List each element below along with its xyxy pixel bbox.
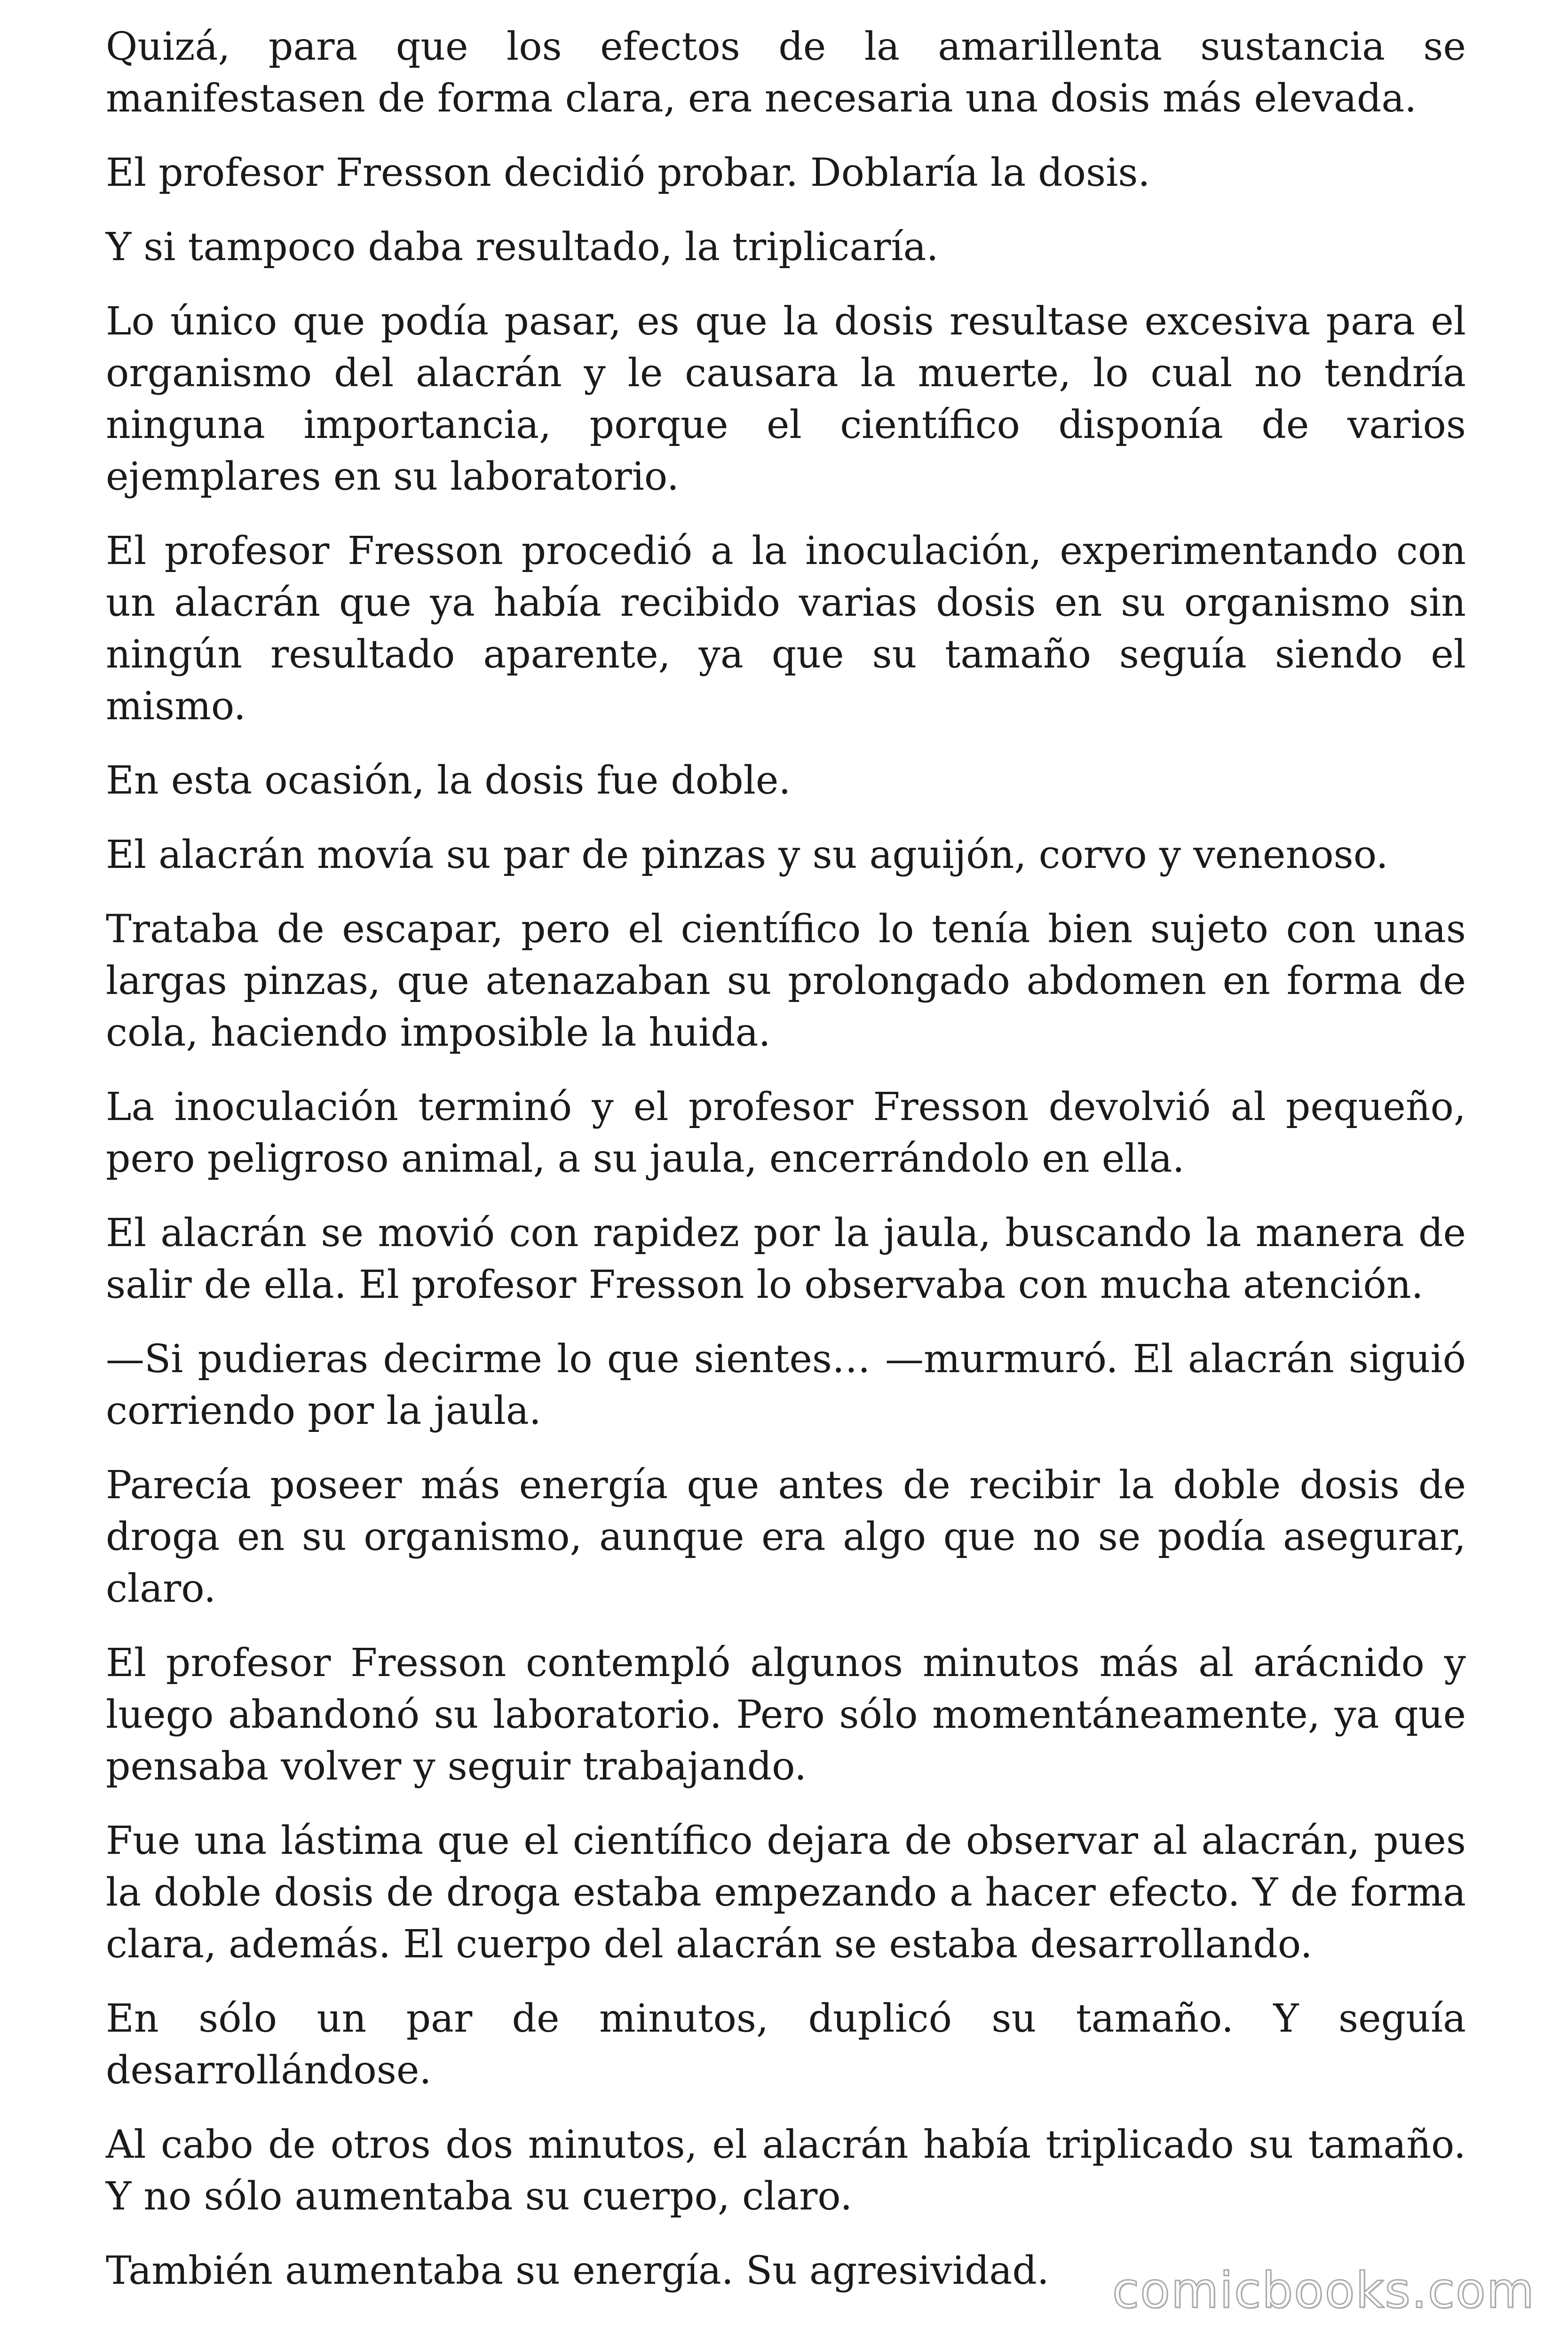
paragraph: En esta ocasión, la dosis fue doble. [106, 758, 791, 803]
paragraph: En sólo un par de minutos, duplicó su tamaño. Y seguía desarrollándose. [106, 1996, 1466, 2093]
paragraph: Fue una lástima que el científico dejara de observar al alacrán, pues la doble dosis de droga estaba empezando a hacer efecto. Y de forma clara, además. El cuerpo del alacrán se estaba desarrollando. [106, 1819, 1466, 1967]
paragraph: Trataba de escapar, pero el científico lo tenía bien sujeto con unas largas pinzas, que atenazaban su prolongado abdomen en forma de cola, haciendo imposible la huida. [106, 907, 1466, 1055]
paragraph: El profesor Fresson contempló algunos minutos más al arácnido y luego abandonó su laboratorio. Pero sólo momentáneamente, ya que pensaba volver y seguir trabajando. [106, 1641, 1466, 1789]
paragraph: La inoculación terminó y el profesor Fresson devolvió al pequeño, pero peligroso animal, a su jaula, encerrándolo en ella. [106, 1085, 1466, 1181]
paragraph: El alacrán se movió con rapidez por la jaula, buscando la manera de salir de ella. El profesor Fresson lo observaba con mucha atención. [106, 1211, 1466, 1307]
paragraph: También aumentaba su energía. Su agresividad. [106, 2249, 1049, 2293]
paragraph: Quizá, para que los efectos de la amarillenta sustancia se manifestasen de forma clara, era necesaria una dosis más elevada. [106, 24, 1466, 121]
watermark: comicbooks.com [1112, 2262, 1535, 2319]
paragraph: El alacrán movía su par de pinzas y su aguijón, corvo y venenoso. [106, 833, 1388, 877]
paragraph: Y si tampoco daba resultado, la triplicaría. [106, 225, 939, 270]
paragraph: El profesor Fresson decidió probar. Doblaría la dosis. [106, 151, 1150, 195]
paragraph: Lo único que podía pasar, es que la dosis resultase excesiva para el organismo del alacrán y le causara la muerte, lo cual no tendría ninguna importancia, porque el científico disponía de varios ejemplares en su laboratorio. [106, 299, 1466, 499]
paragraph: El profesor Fresson procedió a la inoculación, experimentando con un alacrán que ya había recibido varias dosis en su organismo sin ningún resultado aparente, ya que su tamaño seguía siendo el mismo. [106, 529, 1466, 729]
paragraph: Al cabo de otros dos minutos, el alacrán había triplicado su tamaño. Y no sólo aumentaba su cuerpo, claro. [106, 2122, 1466, 2219]
paragraph: Parecía poseer más energía que antes de recibir la doble dosis de droga en su organismo, aunque era algo que no se podía asegurar, claro. [106, 1463, 1466, 1611]
paragraph: —Si pudieras decirme lo que sientes… —murmuró. El alacrán siguió corriendo por la jaula. [106, 1337, 1466, 1433]
document-page [106, 21, 1466, 2320]
